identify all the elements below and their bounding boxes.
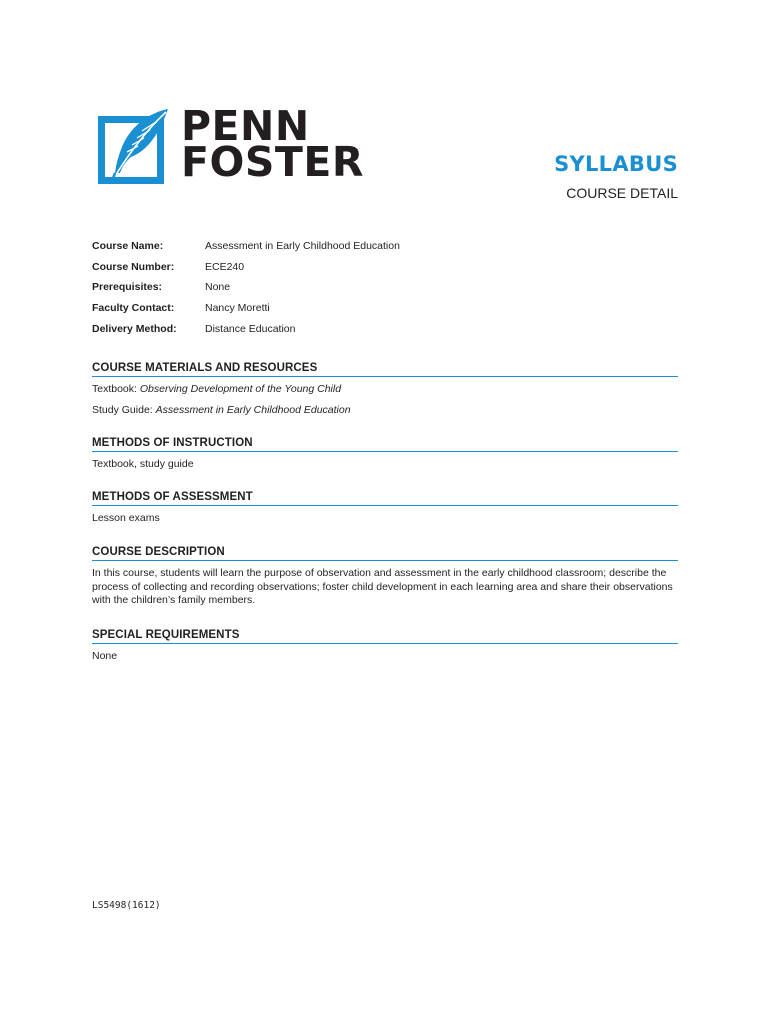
- course-details-table: [92, 236, 682, 339]
- textbook-title: Observing Development of the Young Child: [139, 383, 342, 395]
- detail-row-course-number: [92, 257, 682, 278]
- assessment-text: Lesson exams: [92, 512, 160, 524]
- logo-line-1: PENN: [181, 102, 310, 150]
- detail-value: None: [205, 281, 231, 294]
- detail-row-course-name: [92, 236, 682, 257]
- detail-label: Course Name:: [92, 240, 164, 253]
- textbook-label: Textbook:: [92, 383, 140, 395]
- section-methods-of-instruction: [92, 437, 678, 479]
- section-heading: COURSE DESCRIPTION: [92, 546, 678, 561]
- section-body: [92, 383, 678, 417]
- detail-value: ECE240: [205, 260, 245, 273]
- section-course-materials: [92, 362, 678, 424]
- section-body: [92, 567, 678, 608]
- document-code: LS5498(1612): [92, 900, 161, 911]
- section-heading: METHODS OF INSTRUCTION: [92, 437, 678, 452]
- detail-label: Delivery Method:: [92, 322, 177, 335]
- logo-wordmark: [181, 102, 364, 186]
- logo-line-2: FOSTER: [181, 138, 364, 186]
- section-methods-of-assessment: [92, 491, 678, 533]
- detail-value: Distance Education: [205, 322, 296, 335]
- study-guide-label: Study Guide:: [92, 403, 156, 416]
- section-body: [92, 512, 678, 526]
- detail-row-delivery-method: [92, 318, 682, 339]
- document-subtitle: COURSE DETAIL: [566, 185, 678, 201]
- detail-value: Nancy Moretti: [205, 302, 270, 315]
- penn-foster-logo-icon: [96, 107, 172, 187]
- detail-label: Prerequisites:: [92, 281, 163, 294]
- detail-row-faculty-contact: [92, 298, 682, 319]
- detail-label: Faculty Contact:: [92, 302, 175, 315]
- instruction-text: Textbook, study guide: [92, 458, 194, 470]
- detail-row-prerequisites: [92, 277, 682, 298]
- textbook-line: [92, 383, 678, 397]
- detail-label: Course Number:: [92, 260, 175, 273]
- section-heading: METHODS OF ASSESSMENT: [92, 491, 678, 506]
- section-heading: SPECIAL REQUIREMENTS: [92, 629, 678, 644]
- study-guide-title: Assessment in Early Childhood Education: [155, 403, 351, 416]
- section-heading: COURSE MATERIALS AND RESOURCES: [92, 362, 678, 377]
- detail-value: Assessment in Early Childhood Education: [205, 240, 400, 253]
- section-body: [92, 458, 678, 472]
- section-body: [92, 650, 678, 664]
- section-special-requirements: [92, 629, 678, 671]
- study-guide-line: [92, 404, 678, 418]
- requirements-text: None: [92, 650, 118, 662]
- description-text: In this course, students will learn the purpose of observation and assessment in the early childhood classroom; describe the process of collecting and recording observations; foster child development in each learning area and share their observations with the children’s family members.: [92, 567, 673, 606]
- section-course-description: [92, 546, 678, 615]
- document-type-title: SYLLABUS: [554, 152, 678, 176]
